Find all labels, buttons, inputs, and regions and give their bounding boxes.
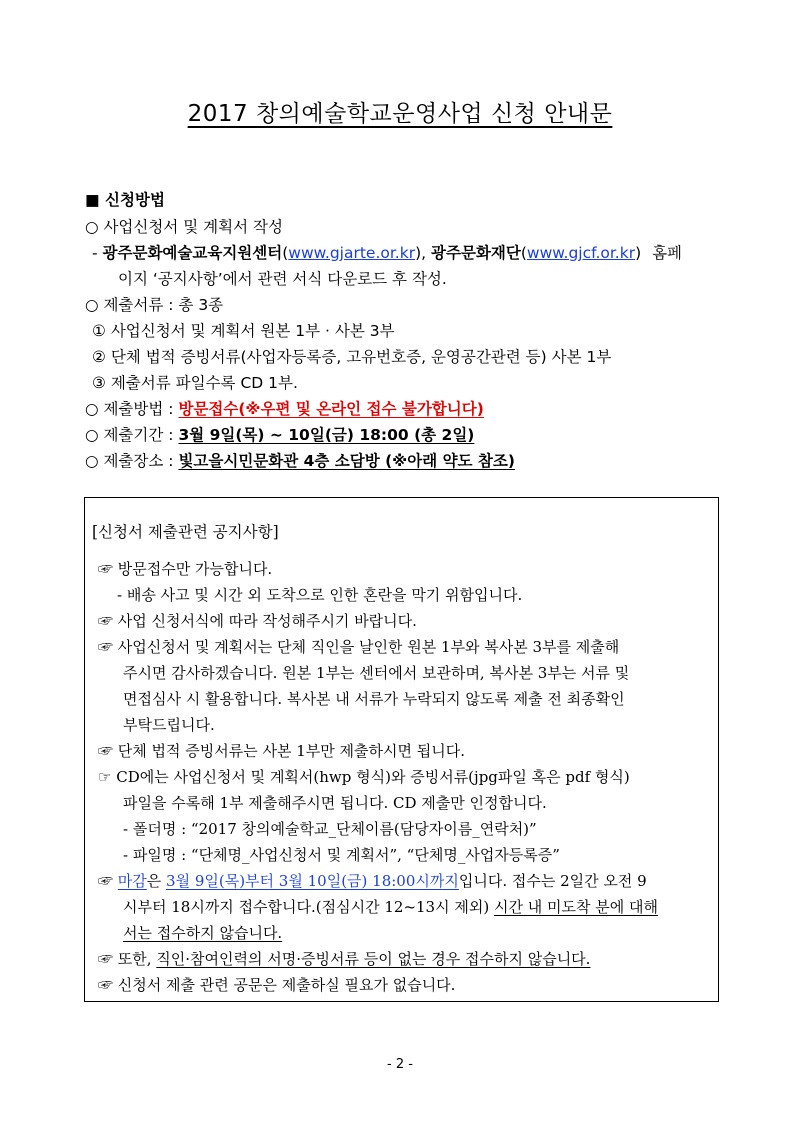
submit-method-label: ○ 제출방법 : [85, 400, 174, 418]
notice-line-9: ☞ 신청서 제출 관련 공문은 제출하실 필요가 없습니다. [98, 976, 456, 994]
notice-heading: [신청서 제출관련 공지사항] [92, 523, 279, 541]
deadline-label: 마감 [117, 872, 147, 890]
item-documents: ○ 제출서류 : 총 3종 [85, 296, 224, 314]
notice-line-4d: 부탁드립니다. [123, 716, 215, 734]
homepage-tail: 홈페 [652, 244, 683, 262]
text-fragment: 은 [146, 872, 167, 890]
org1-link[interactable]: www.gjarte.or.kr [288, 244, 416, 262]
submit-place-value: 빛고을시민문화관 4층 소담방 (※아래 약도 참조) [178, 452, 515, 470]
notice-line-3: ☞ 사업 신청서식에 따라 작성해주시기 바랍니다. [98, 612, 417, 630]
pointer-icon: ☞ [98, 872, 118, 890]
download-instructions-line2: 이지 ‘공지사항’에서 관련 서식 다운로드 후 작성. [118, 270, 447, 288]
document-title: 2017 창의예술학교운영사업 신청 안내문 [187, 101, 613, 127]
deadline-date: 3월 9일(목)부터 3월 10일(금) 18:00시까지 [166, 872, 459, 890]
underlined-text: 시간 내 미도착 분에 대해 [493, 898, 658, 916]
section-heading: ■ 신청방법 [85, 191, 165, 209]
doc-item-2: ② 단체 법적 증빙서류(사업자등록증, 고유번호증, 운영공간관련 등) 사본 1부 [92, 348, 612, 366]
notice-line-7c: 서는 접수하지 않습니다. [123, 924, 283, 942]
download-instructions: - 광주문화예술교육지원센터(www.gjarte.or.kr), 광주문화재단(www.gjcf.or.kr) 홈페 [92, 244, 683, 262]
text-fragment: ☞ 또한, [98, 950, 157, 968]
notice-line-6d: - 파일명 : “단체명_사업신청서 및 계획서”, “단체명_사업자등록증” [123, 846, 560, 864]
notice-line-8 [98, 948, 590, 969]
org1-name: 광주문화예술교육지원센터 [102, 244, 283, 262]
submit-method-value: 방문접수(※우편 및 온라인 접수 불가합니다) [178, 400, 484, 418]
doc-item-1: ① 사업신청서 및 계획서 원본 1부 · 사본 3부 [92, 322, 395, 340]
notice-line-6a: ☞ CD에는 사업신청서 및 계획서(hwp 형식)와 증빙서류(jpg파일 혹은 pdf 형식) [98, 768, 630, 786]
notice-box [84, 497, 719, 1002]
org2-name: 광주문화재단 [431, 244, 521, 262]
notice-line-1: ☞ 방문접수만 가능합니다. [98, 560, 273, 578]
text-fragment: 입니다. 접수는 2일간 오전 9 [458, 872, 647, 890]
notice-line-7a [98, 870, 647, 891]
submit-period-value: 3월 9일(목) ~ 10일(금) 18:00 (총 2일) [178, 426, 475, 444]
submit-place-label: ○ 제출장소 : [85, 452, 174, 470]
submit-period [85, 423, 474, 445]
underlined-text: 직인·참여인력의 서명·증빙서류 등이 없는 경우 접수하지 않습니다. [156, 950, 591, 968]
submit-period-label: ○ 제출기간 : [85, 426, 174, 444]
notice-line-4c: 면접심사 시 활용합니다. 복사본 내 서류가 누락되지 않도록 제출 전 최종확인 [123, 690, 625, 708]
page-number: - 2 - [387, 1057, 413, 1072]
notice-line-6c: - 폴더명 : “2017 창의예술학교_단체이름(담당자이름_연락처)” [123, 820, 537, 838]
notice-line-2: - 배송 사고 및 시간 외 도착으로 인한 혼란을 막기 위함입니다. [117, 586, 523, 604]
submit-method [85, 397, 484, 419]
submit-place [85, 449, 515, 471]
item-application-form: ○ 사업신청서 및 계획서 작성 [85, 218, 283, 236]
org2-link[interactable]: www.gjcf.or.kr [526, 244, 636, 262]
notice-line-6b: 파일을 수록해 1부 제출해주시면 됩니다. CD 제출만 인정합니다. [123, 794, 547, 812]
notice-line-4b: 주시면 감사하겠습니다. 원본 1부는 센터에서 보관하며, 복사본 3부는 서류 및 [123, 664, 630, 682]
notice-line-5: ☞ 단체 법적 증빙서류는 사본 1부만 제출하시면 됩니다. [98, 742, 465, 760]
notice-line-7b [123, 896, 658, 917]
notice-line-4a: ☞ 사업신청서 및 계획서는 단체 직인을 날인한 원본 1부와 복사본 3부를 제출해 [98, 638, 620, 656]
dash: - [92, 244, 103, 262]
text-fragment: 시부터 18시까지 접수합니다.(점심시간 12~13시 제외) [123, 898, 494, 916]
doc-item-3: ③ 제출서류 파일수록 CD 1부. [92, 374, 298, 392]
